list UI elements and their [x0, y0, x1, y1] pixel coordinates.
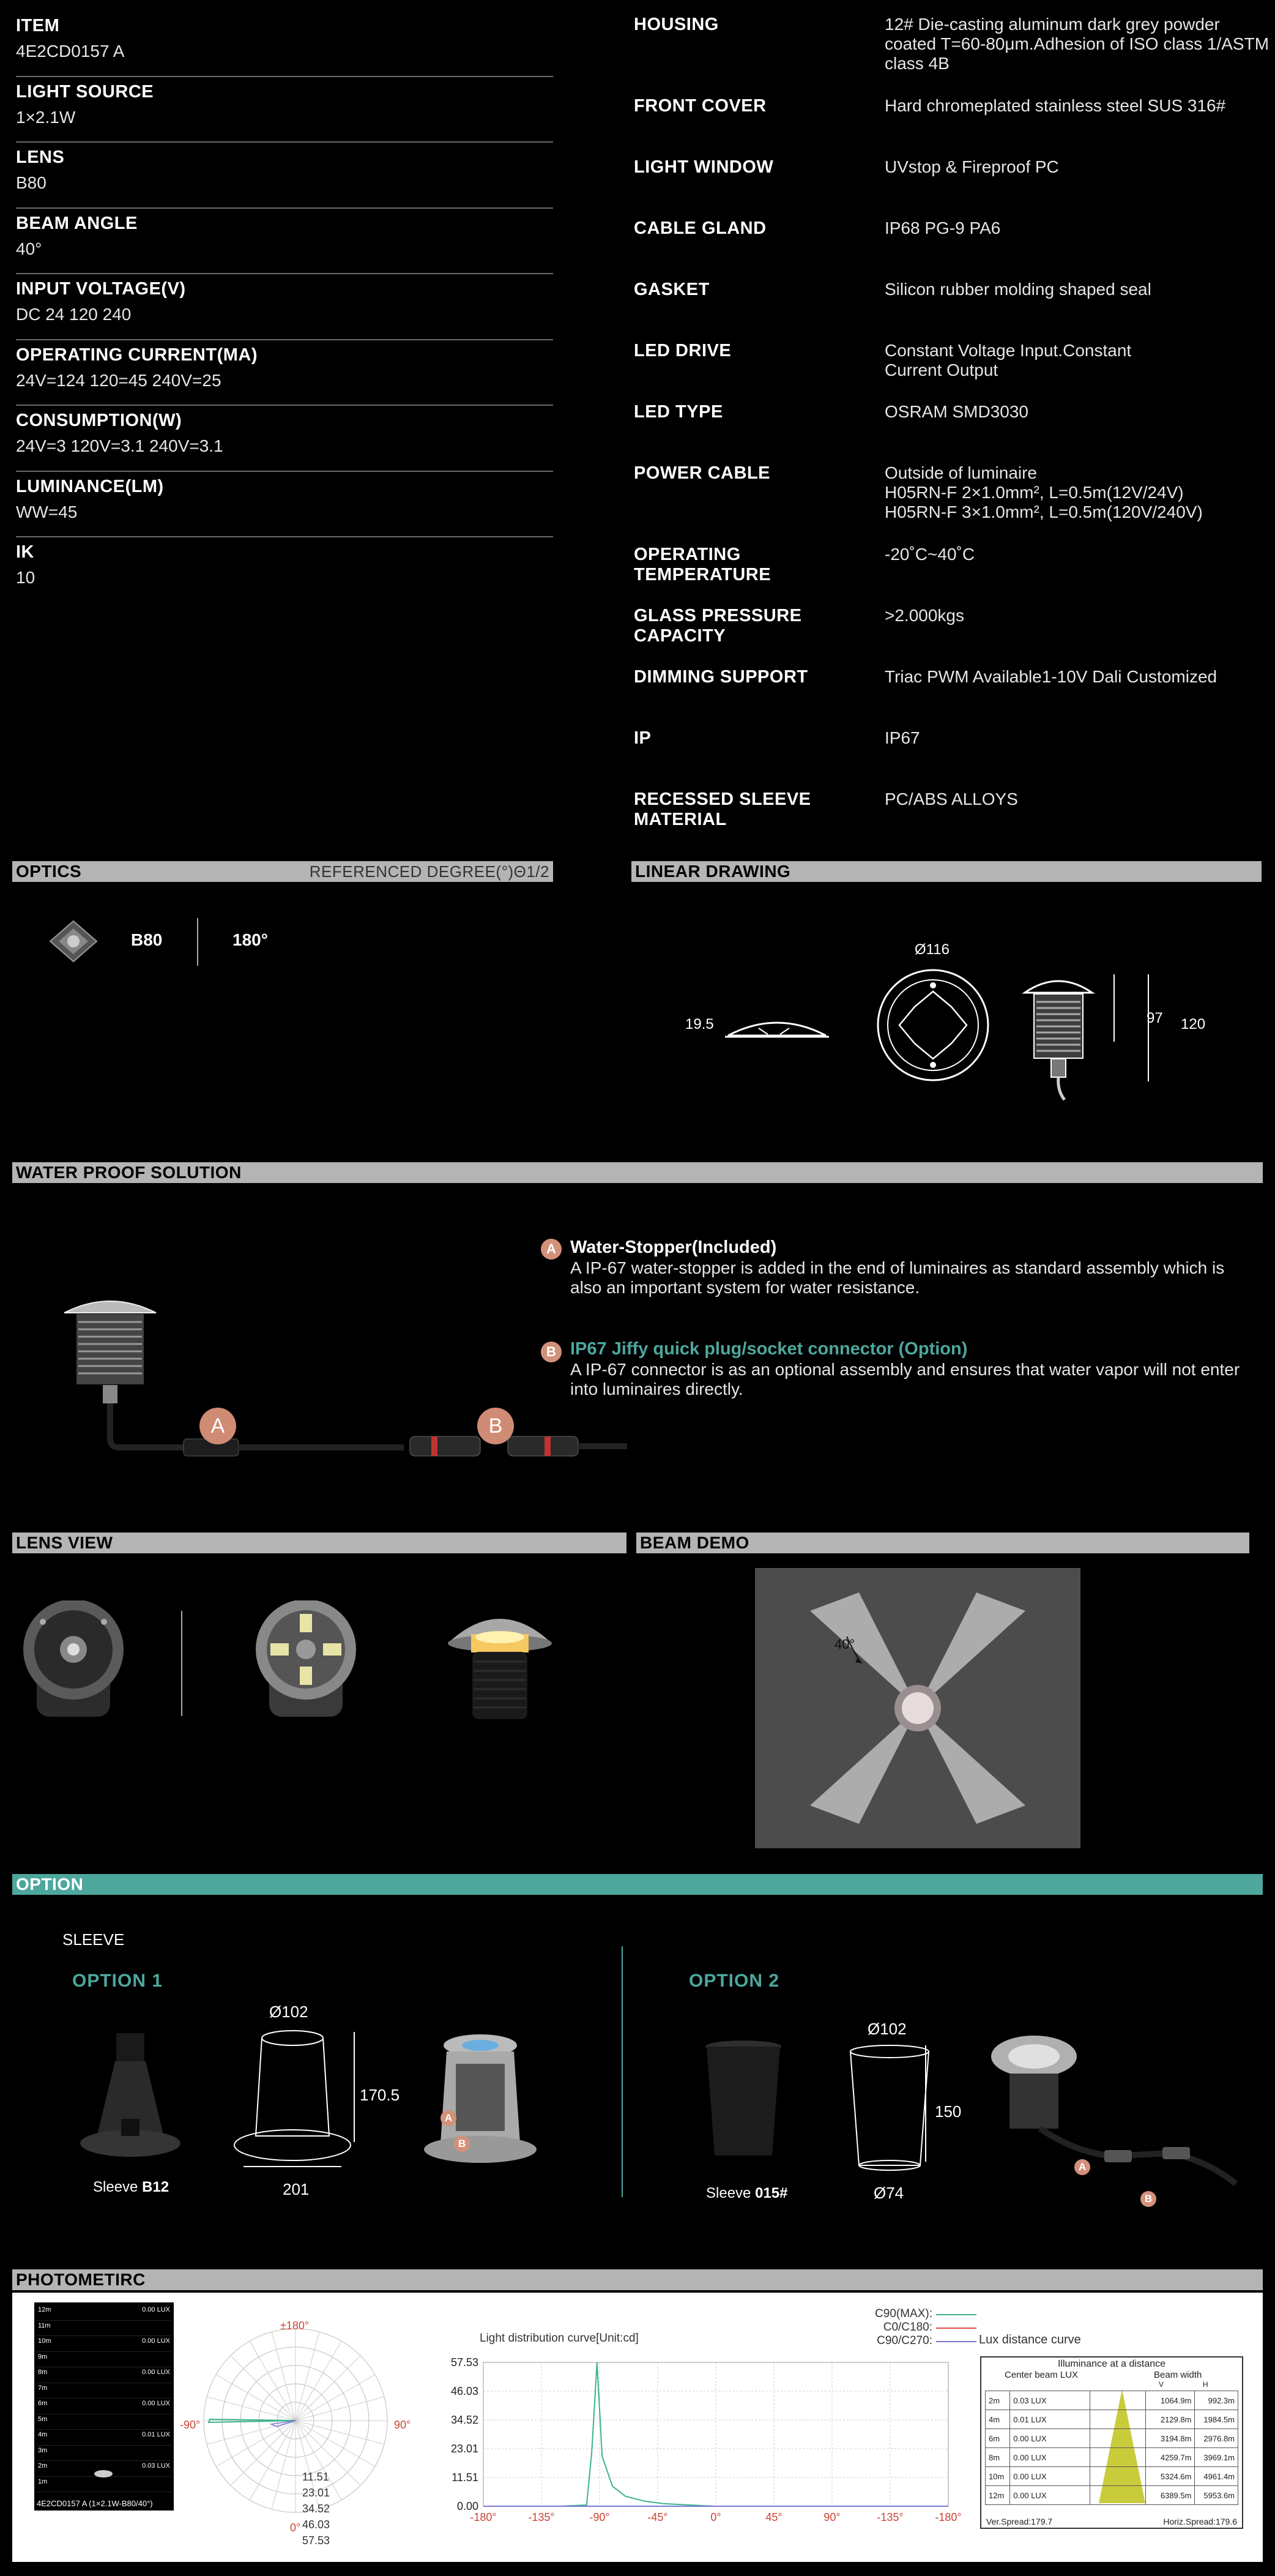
iso-distance: 7m: [38, 2384, 48, 2392]
lux-cell: 12m: [986, 2486, 1010, 2505]
iso-row: [37, 2383, 171, 2399]
spec-value: 24V=3 120V=3.1 240V=3.1: [16, 436, 223, 455]
iso-lux: 0.00 LUX: [142, 2400, 170, 2407]
lux-cell: 3194.8m: [1145, 2429, 1195, 2448]
spec-value: Outside of luminaire H05RN-F 2×1.0mm², L=0.5m(12V/24V) H05RN-F 3×1.0mm², L=0.5m(120V/240V): [885, 463, 1203, 521]
dim-line-120: [1148, 974, 1149, 1081]
polar-spoke: [296, 2356, 360, 2421]
option1-sleeve-drawing: [231, 2026, 354, 2173]
iso-row: [37, 2399, 171, 2414]
option2-height: 150: [935, 2102, 962, 2121]
polar-tick: 34.52: [302, 2503, 330, 2515]
polar-top-label: ±180°: [280, 2320, 310, 2332]
spec-value: 40°: [16, 239, 42, 258]
polar-tick: 11.51: [302, 2471, 329, 2483]
side-profile-drawing: [722, 1016, 832, 1040]
spec-value: Triac PWM Available1-10V Dali Customized: [885, 667, 1217, 686]
spec-value: PC/ABS ALLOYS: [885, 790, 1018, 808]
caption-prefix: Sleeve: [706, 2185, 751, 2201]
lux-cell: [1090, 2429, 1146, 2448]
option2-bottom-diameter: Ø74: [874, 2184, 904, 2202]
polar-tick: 57.53: [302, 2534, 330, 2547]
option2-diameter: Ø102: [868, 2020, 907, 2038]
legend-swatch: [936, 2314, 976, 2315]
lux-cell: 2m: [986, 2391, 1010, 2410]
spec-label: LIGHT WINDOW: [634, 157, 774, 177]
lux-cell: 4m: [986, 2410, 1010, 2429]
iso-row: [37, 2336, 171, 2352]
polar-spoke: [207, 2421, 296, 2444]
optics-degree: 180°: [232, 930, 268, 949]
lux-rows: [985, 2391, 1238, 2505]
polar-spoke: [216, 2421, 296, 2466]
option1-height: 170.5: [360, 2086, 400, 2104]
connector-desc: A IP-67 connector is as an optional assembly and ensures that water vapor will not enter into luminaires directly.: [570, 1360, 1240, 1398]
spec-value: WW=45: [16, 502, 78, 521]
iso-lux: 0.00 LUX: [142, 2337, 170, 2345]
spec-value: 4E2CD0157 A: [16, 42, 125, 61]
polar-spoke: [296, 2332, 319, 2421]
polar-spoke: [207, 2397, 296, 2421]
lux-col-center: Center beam LUX: [1005, 2370, 1079, 2380]
spec-item: [16, 209, 553, 275]
spec-label: OPERATING CURRENT(MA): [16, 345, 258, 365]
lux-cell: 5953.6m: [1195, 2486, 1238, 2505]
option2-title: OPTION 2: [689, 1971, 780, 1991]
spec-label: LUMINANCE(LM): [16, 476, 164, 496]
front-view-drawing: [1022, 974, 1095, 1103]
iso-lux: 0.03 LUX: [142, 2462, 170, 2470]
divider: [197, 918, 198, 966]
x-tick-label: -180°: [470, 2511, 497, 2523]
polar-spoke: [250, 2421, 296, 2500]
spec-value: B80: [16, 173, 46, 192]
polar-tick: 46.03: [302, 2518, 330, 2531]
lux-curve-title: Lux distance curve: [979, 2333, 1081, 2346]
spec-label: GASKET: [634, 280, 710, 299]
legend-item: [832, 2321, 979, 2334]
horiz-spread: Horiz.Spread:179.6: [1163, 2517, 1237, 2526]
x-tick-label: -90°: [589, 2511, 610, 2523]
photometric-section-bar: [12, 2269, 1263, 2290]
spec-item: [16, 537, 553, 603]
option-section-bar: [12, 1874, 1263, 1895]
polar-spoke: [272, 2332, 296, 2421]
option1-diameter: Ø102: [269, 2003, 308, 2021]
polar-spoke: [296, 2341, 341, 2421]
lux-cell: 2976.8m: [1195, 2429, 1238, 2448]
linear-drawing-title: LINEAR DRAWING: [635, 862, 791, 881]
polar-spoke: [296, 2421, 384, 2444]
spec-label: POWER CABLE: [634, 463, 770, 483]
spec-label: FRONT COVER: [634, 96, 767, 116]
spec-value: OSRAM SMD3030: [885, 402, 1028, 421]
y-tick-label: 34.52: [450, 2414, 478, 2426]
lux-cell: 2129.8m: [1145, 2410, 1195, 2429]
spec-label: ITEM: [16, 16, 60, 35]
spec-item: [16, 77, 553, 143]
iso-caption: 4E2CD0157 A (1×2.1W-B80/40°): [34, 2497, 174, 2511]
lux-row: [986, 2448, 1238, 2467]
lux-row: [986, 2429, 1238, 2448]
lux-cell: 0.00 LUX: [1010, 2448, 1090, 2467]
iso-row: [37, 2305, 171, 2321]
spec-value: IP67: [885, 728, 920, 747]
marker-a: A: [199, 1408, 236, 1444]
spec-label: OPERATING TEMPERATURE: [634, 545, 771, 584]
marker-a-small: A: [541, 1239, 562, 1260]
lux-cell: [1090, 2448, 1146, 2467]
spec-label: DIMMING SUPPORT: [634, 667, 808, 687]
option2-assembly-image: [985, 2031, 1242, 2196]
y-tick-label: 46.03: [450, 2385, 478, 2397]
iso-distance: 10m: [38, 2337, 51, 2345]
lux-cell: [1090, 2410, 1146, 2429]
polar-spoke: [296, 2421, 375, 2466]
x-tick-label: 45°: [765, 2511, 782, 2523]
iso-distance: 2m: [38, 2462, 48, 2470]
dim-small-height: 19.5: [685, 1016, 714, 1032]
spec-label: CONSUMPTION(W): [16, 411, 182, 430]
lux-header: Illuminance at a distance: [1057, 2359, 1166, 2369]
connector-title: IP67 Jiffy quick plug/socket connector (Option): [570, 1339, 968, 1359]
spec-label: BEAM ANGLE: [16, 213, 138, 233]
caption-model: B12: [142, 2179, 169, 2195]
photometric-title: PHOTOMETIRC: [16, 2270, 146, 2289]
lux-cell: 0.01 LUX: [1010, 2410, 1090, 2429]
lux-row: [986, 2410, 1238, 2429]
polar-plot: [195, 2320, 396, 2522]
polar-right-label: 90°: [394, 2419, 411, 2431]
polar-spoke: [272, 2421, 296, 2509]
lux-col-v: V: [1159, 2380, 1164, 2389]
polar-spoke: [216, 2375, 296, 2421]
option2-caption: [706, 2185, 787, 2202]
x-tick-label: -135°: [877, 2511, 904, 2523]
spec-label: INPUT VOLTAGE(V): [16, 279, 186, 299]
spec-value: >2.000kgs: [885, 606, 964, 625]
spec-value: Hard chromeplated stainless steel SUS 316#: [885, 96, 1226, 115]
spec-item: [16, 340, 553, 406]
lens-view-title: LENS VIEW: [16, 1533, 113, 1552]
option1-marker-a: A: [440, 2110, 456, 2126]
polar-spoke: [296, 2397, 384, 2421]
spec-label: CABLE GLAND: [634, 218, 767, 238]
iso-row: [37, 2352, 171, 2368]
lux-row: [986, 2391, 1238, 2410]
dim-line-97: [1113, 974, 1115, 1042]
lux-cell: 0.00 LUX: [1010, 2486, 1090, 2505]
chart-legend: [832, 2307, 979, 2348]
polar-spoke: [296, 2375, 375, 2421]
lux-cell: 6m: [986, 2429, 1010, 2448]
lux-cell: 0.00 LUX: [1010, 2429, 1090, 2448]
dim-line: [354, 2032, 355, 2142]
beam-demo-image: [755, 1568, 1080, 1848]
spec-label: IK: [16, 542, 34, 562]
spec-item: [16, 274, 553, 340]
spec-value: 1×2.1W: [16, 107, 76, 127]
x-tick-label: -135°: [528, 2511, 555, 2523]
lux-row: [986, 2467, 1238, 2486]
lens-view-section-bar: [12, 1533, 626, 1553]
option1-marker-b: B: [454, 2136, 470, 2152]
dim-line: [925, 2045, 926, 2162]
top-view-drawing: [875, 967, 991, 1083]
polar-left-label: -90°: [180, 2419, 201, 2431]
option-divider: [622, 1946, 623, 2197]
iso-row: [37, 2430, 171, 2446]
spec-label: LED DRIVE: [634, 341, 732, 360]
spec-label: IP: [634, 728, 652, 748]
option2-sleeve-drawing: [847, 2043, 932, 2178]
lux-cell: 8m: [986, 2448, 1010, 2467]
iso-distance: 1m: [38, 2477, 48, 2485]
lux-cell: [1090, 2391, 1146, 2410]
iso-distance: 3m: [38, 2446, 48, 2454]
caption-model: 015#: [755, 2185, 788, 2201]
spec-label: LED TYPE: [634, 402, 723, 422]
lux-cell: 1984.5m: [1195, 2410, 1238, 2429]
legend-swatch: [936, 2328, 976, 2329]
dim-97: 97: [1147, 1010, 1163, 1026]
sleeve-label: SLEEVE: [62, 1930, 125, 1949]
water-proof-illustration: [61, 1294, 630, 1490]
option1-assembly-image: [422, 2027, 538, 2168]
spec-label: RECESSED SLEEVE MATERIAL: [634, 790, 811, 829]
spec-value: IP68 PG-9 PA6: [885, 218, 1001, 237]
lux-cell: 5324.6m: [1145, 2467, 1195, 2486]
lux-col-h: H: [1203, 2380, 1208, 2389]
lens-view-top-lit: [251, 1600, 361, 1723]
y-tick-label: 0.00: [456, 2500, 478, 2512]
iso-row: [37, 2446, 171, 2462]
lux-cell: 4961.4m: [1195, 2467, 1238, 2486]
water-proof-title: WATER PROOF SOLUTION: [16, 1163, 242, 1182]
spec-item: [16, 406, 553, 472]
spec-item: [16, 472, 553, 538]
optics-note: REFERENCED DEGREE(°)Θ1/2: [309, 862, 549, 881]
optics-section-bar: [12, 861, 553, 882]
dim-120: 120: [1181, 1016, 1206, 1032]
spec-list-left: [16, 11, 553, 603]
iso-beam-spot: [94, 2470, 113, 2477]
lux-distance-table: [980, 2356, 1243, 2529]
spec-value: 12# Die-casting aluminum dark grey powder coated T=60-80μm.Adhesion of ISO class 1/ASTM class 4B: [885, 15, 1269, 73]
polar-tick: 23.01: [302, 2487, 330, 2499]
x-tick-label: 90°: [823, 2511, 841, 2523]
y-tick-label: 11.51: [452, 2471, 478, 2484]
lux-cell: 0.03 LUX: [1010, 2391, 1090, 2410]
y-tick-label: 23.01: [450, 2443, 478, 2455]
spec-label: LENS: [16, 147, 65, 167]
ver-spread: Ver.Spread:179.7: [986, 2517, 1053, 2526]
distribution-curve-title: Light distribution curve[Unit:cd]: [480, 2332, 639, 2345]
lens-view-side: [442, 1600, 558, 1723]
marker-b-small: B: [541, 1342, 562, 1362]
beam-angle-label: 40°: [835, 1637, 855, 1652]
lux-cell: 0.00 LUX: [1010, 2467, 1090, 2486]
lux-cell: 6389.5m: [1145, 2486, 1195, 2505]
spec-item: [16, 11, 553, 77]
polar-spoke: [231, 2421, 296, 2485]
iso-row: [37, 2477, 171, 2493]
option-title: OPTION: [16, 1875, 84, 1894]
divider: [181, 1611, 182, 1716]
iso-lux: 0.00 LUX: [142, 2306, 170, 2313]
option2-marker-b: B: [1140, 2191, 1156, 2207]
option1-width: 201: [283, 2180, 310, 2198]
lens-view-top-dark: [18, 1600, 128, 1723]
iso-lux: 0.00 LUX: [142, 2369, 170, 2376]
spec-value: Silicon rubber molding shaped seal: [885, 280, 1151, 299]
beam-demo-section-bar: [636, 1533, 1249, 1553]
iso-distance: 11m: [38, 2321, 51, 2329]
legend-item: [832, 2334, 979, 2348]
x-tick-label: -45°: [647, 2511, 668, 2523]
optics-lens: B80: [131, 930, 163, 949]
option1-title: OPTION 1: [72, 1971, 163, 1991]
lux-cell: [1090, 2467, 1146, 2486]
lux-cell: 992.3m: [1195, 2391, 1238, 2410]
lux-cell: [1090, 2486, 1146, 2505]
iso-rows: [37, 2305, 171, 2492]
iso-distance: 4m: [38, 2431, 48, 2438]
marker-b: B: [477, 1408, 514, 1444]
option2-marker-a: A: [1074, 2159, 1090, 2175]
sleeve-b12-image: [78, 2027, 182, 2162]
iso-row: [37, 2414, 171, 2430]
dim-diameter: Ø116: [915, 941, 950, 958]
caption-prefix: Sleeve: [93, 2179, 138, 2195]
x-tick-label: -180°: [935, 2511, 962, 2523]
legend-label: C90(MAX):: [875, 2307, 932, 2320]
lux-row: [986, 2486, 1238, 2505]
polar-tick-labels: [302, 2469, 339, 2548]
polar-bottom-label: 0°: [290, 2522, 301, 2534]
legend-swatch: [936, 2341, 976, 2342]
iso-distance: 9m: [38, 2353, 48, 2361]
iso-distance: 8m: [38, 2369, 48, 2376]
option1-caption: [93, 2179, 169, 2196]
polar-spoke: [231, 2356, 296, 2421]
lux-col-width: Beam width: [1154, 2370, 1202, 2380]
legend-label: C90/C270:: [877, 2334, 932, 2347]
spec-value: DC 24 120 240: [16, 305, 132, 324]
iso-lux: 0.01 LUX: [142, 2431, 170, 2438]
lux-cell: 1064.9m: [1145, 2391, 1195, 2410]
spec-value: 24V=124 120=45 240V=25: [16, 370, 221, 390]
legend-item: [832, 2307, 979, 2321]
y-tick-label: 57.53: [450, 2356, 478, 2369]
spec-value: Constant Voltage Input.Constant Current Output: [885, 341, 1132, 379]
water-stopper-desc: A IP-67 water-stopper is added in the end of luminaires as standard assembly which is also an important system for water resistance.: [570, 1258, 1225, 1297]
light-distribution-chart: [428, 2350, 967, 2534]
legend-label: C0/C180:: [883, 2321, 932, 2334]
spec-value: 10: [16, 568, 35, 587]
polar-spoke: [250, 2341, 296, 2421]
water-proof-section-bar: [12, 1162, 1263, 1183]
lux-cell: 10m: [986, 2467, 1010, 2486]
lux-cell: 4259.7m: [1145, 2448, 1195, 2467]
spec-value: -20˚C~40˚C: [885, 545, 975, 564]
spec-label: HOUSING: [634, 15, 719, 34]
spec-label: LIGHT SOURCE: [16, 81, 154, 102]
spec-item: [16, 143, 553, 209]
iso-row: [37, 2321, 171, 2337]
linear-drawing-section-bar: [631, 861, 1262, 882]
iso-distance: 12m: [38, 2306, 51, 2313]
beam-demo-title: BEAM DEMO: [640, 1533, 749, 1552]
lens-thumbnail: [49, 920, 98, 963]
iso-distance: 6m: [38, 2400, 48, 2407]
spec-label: GLASS PRESSURE CAPACITY: [634, 606, 802, 646]
sleeve-015-image: [704, 2039, 783, 2162]
spec-value: UVstop & Fireproof PC: [885, 157, 1059, 176]
water-stopper-title: Water-Stopper(Included): [570, 1238, 777, 1257]
lux-cell: 3969.1m: [1195, 2448, 1238, 2467]
optics-title: OPTICS: [16, 862, 82, 881]
iso-row: [37, 2367, 171, 2383]
x-tick-label: 0°: [710, 2511, 721, 2523]
iso-distance: 5m: [38, 2415, 48, 2423]
